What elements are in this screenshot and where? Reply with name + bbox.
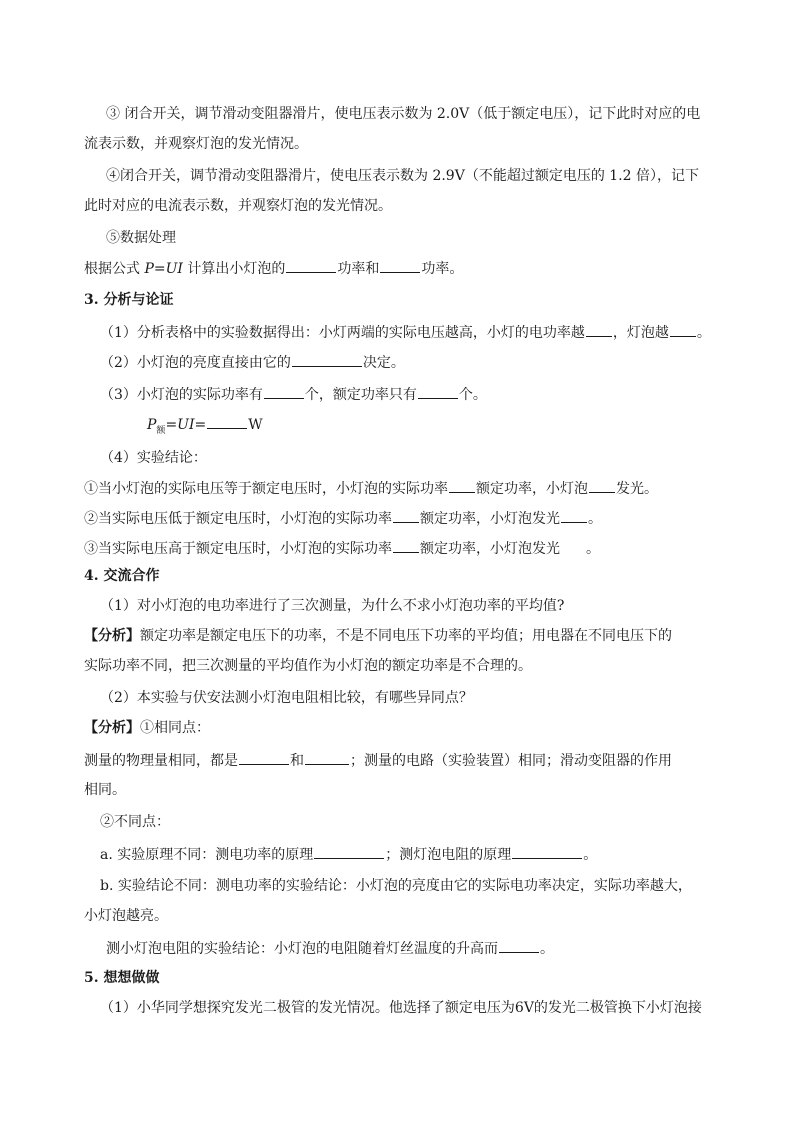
step4-line1: ④闭合开关，调节滑动变阻器滑片，使电压表示数为 2.9V（不能超过额定电压的 1.2 倍），记下: [106, 168, 699, 184]
sec4-diff-c: 测小灯泡电阻的实验结论：小灯泡的电阻随着灯丝温度的升高而 。: [106, 938, 732, 959]
step4-line2: 此时对应的电流表示数，并观察灯泡的发光情况。: [84, 198, 392, 214]
sec5-q1: （1）小华同学想探究发光二极管的发光情况。他选择了额定电压为6V的发光二极管换下小灯泡接: [100, 1000, 702, 1016]
step3-line1: ③ 闭合开关，调节滑动变阻器滑片，使电压表示数为 2.0V（低于额定电压），记下此时对应的电: [106, 106, 701, 122]
analysis-tag: 【分析】: [84, 628, 140, 644]
rated-power-equation: $P_额=UI= W$: [147, 414, 773, 441]
answer-blank[interactable]: [264, 384, 304, 399]
answer-blank[interactable]: [393, 538, 419, 553]
answer-blank[interactable]: [305, 750, 349, 765]
answer-blank[interactable]: [512, 844, 582, 859]
sec4-q2: （2）本实验与伏安法测小灯泡电阻相比较，有哪些异同点？: [100, 690, 473, 706]
answer-blank[interactable]: [380, 258, 420, 273]
sec3-conclusion-2: ②当实际电压低于额定电压时，小灯泡的实际功率 额定功率，小灯泡发光 。: [84, 508, 710, 529]
step3-line2: 流表示数，并观察灯泡的发光情况。: [84, 136, 308, 152]
answer-blank[interactable]: [418, 384, 458, 399]
sec4-diff-title: ②不同点：: [100, 814, 170, 830]
answer-blank[interactable]: [449, 478, 475, 493]
sec4-same-line1: 测量的物理量相同，都是 和 ；测量的电路（实验装置）相同；滑动变阻器的作用: [84, 750, 710, 771]
answer-blank[interactable]: [670, 322, 696, 337]
step5-title: ⑤数据处理: [106, 230, 176, 246]
answer-blank[interactable]: [589, 478, 615, 493]
answer-blank[interactable]: [314, 844, 384, 859]
section3-title: 3. 分析与论证: [84, 292, 174, 308]
sec3-q1: （1）分析表格中的实验数据得出：小灯两端的实际电压越高，小灯的电功率越 ，灯泡越 。: [100, 322, 726, 343]
answer-blank[interactable]: [586, 322, 612, 337]
answer-blank[interactable]: [239, 750, 289, 765]
formula: P=UI: [144, 261, 183, 277]
section4-title: 4. 交流合作: [84, 568, 160, 584]
sec3-q3: （3）小灯泡的实际功率有 个，额定功率只有 个。: [100, 384, 726, 405]
answer-blank[interactable]: [499, 938, 539, 953]
sec4-analysis1-line2: 实际功率不同，把三次测量的平均值作为小灯泡的额定功率是不合理的。: [84, 658, 532, 674]
sec4-diff-b-line1: b. 实验结论不同：测电功率的实验结论：小灯泡的亮度由它的实际电功率决定，实际功率越大，: [100, 878, 692, 894]
analysis-tag: 【分析】: [84, 720, 140, 736]
section5-title: 5. 想想做做: [84, 970, 160, 986]
answer-blank[interactable]: [393, 508, 419, 523]
sec3-q2: （2）小灯泡的亮度直接由它的 决定。: [100, 352, 726, 373]
sec3-q4: （4）实验结论：: [100, 450, 207, 466]
sec4-analysis2: 【分析】①相同点：: [84, 720, 210, 736]
step5-formula-line: 根据公式 P=UI 计算出小灯泡的 功率和 功率。: [84, 258, 710, 279]
sec3-conclusion-3: ③当实际电压高于额定电压时，小灯泡的实际功率 额定功率，小灯泡发光 。: [84, 538, 710, 559]
answer-blank[interactable]: [292, 352, 362, 367]
sec4-same-line2: 相同。: [84, 782, 126, 798]
sec3-conclusion-1: ①当小灯泡的实际电压等于额定电压时，小灯泡的实际功率 额定功率，小灯泡 发光。: [84, 478, 710, 499]
answer-blank[interactable]: [561, 508, 587, 523]
answer-blank[interactable]: [286, 258, 336, 273]
sec4-q1: （1）对小灯泡的电功率进行了三次测量，为什么不求小灯泡功率的平均值?: [100, 598, 565, 614]
sec4-diff-a: a. 实验原理不同：测电功率的原理 ；测灯泡电阻的原理 。: [100, 844, 726, 865]
answer-blank[interactable]: [207, 414, 247, 429]
sec4-diff-b-line2: 小灯泡越亮。: [84, 908, 168, 924]
sec4-analysis1-line1: 【分析】额定功率是额定电压下的功率，不是不同电压下功率的平均值；用电器在不同电压下的: [84, 628, 672, 644]
